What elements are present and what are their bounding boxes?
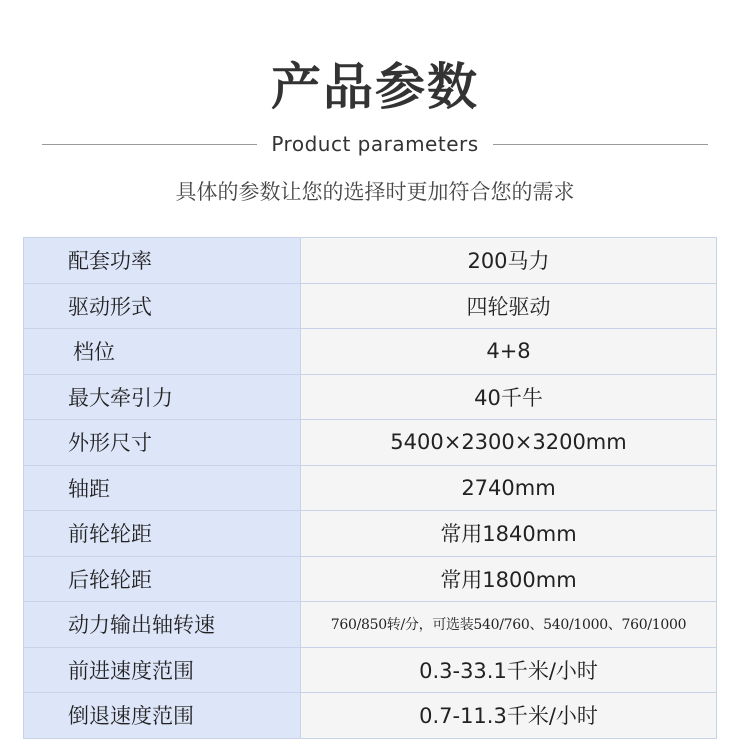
spec-label: 动力输出轴转速 [24, 602, 301, 648]
spec-value: 四轮驱动 [301, 283, 717, 329]
spec-value: 常用1800mm [301, 556, 717, 602]
tagline: 具体的参数让您的选择时更加符合您的需求 [175, 180, 575, 204]
spec-row [24, 374, 717, 420]
spec-label: 驱动形式 [24, 283, 301, 329]
spec-label: 外形尺寸 [24, 420, 301, 466]
spec-value: 常用1840mm [301, 511, 717, 557]
spec-label: 前进速度范围 [24, 647, 301, 693]
spec-row [24, 556, 717, 602]
spec-value: 0.7-11.3千米/小时 [301, 693, 717, 739]
spec-value: 4+8 [301, 329, 717, 375]
subtitle-row [42, 130, 708, 158]
subtitle-divider-right [493, 144, 708, 145]
spec-label: 配套功率 [24, 238, 301, 284]
spec-row [24, 420, 717, 466]
spec-row [24, 602, 717, 648]
page-title: 产品参数 [271, 58, 479, 116]
spec-table [23, 237, 717, 739]
spec-value: 40千牛 [301, 374, 717, 420]
page-subtitle: Product parameters [271, 132, 479, 156]
spec-value: 200马力 [301, 238, 717, 284]
spec-value: 2740mm [301, 465, 717, 511]
spec-value: 0.3-33.1千米/小时 [301, 647, 717, 693]
spec-row [24, 511, 717, 557]
spec-value: 760/850转/分，可选装540/760、540/1000、760/1000 [301, 602, 717, 648]
spec-label: 倒退速度范围 [24, 693, 301, 739]
spec-label: 轴距 [24, 465, 301, 511]
spec-row [24, 329, 717, 375]
spec-row [24, 465, 717, 511]
spec-label: 后轮轮距 [24, 556, 301, 602]
spec-value: 5400×2300×3200mm [301, 420, 717, 466]
spec-row [24, 238, 717, 284]
spec-row [24, 647, 717, 693]
spec-row [24, 283, 717, 329]
spec-label: 最大牵引力 [24, 374, 301, 420]
spec-label: 档位 [24, 329, 301, 375]
spec-label: 前轮轮距 [24, 511, 301, 557]
spec-row [24, 693, 717, 739]
